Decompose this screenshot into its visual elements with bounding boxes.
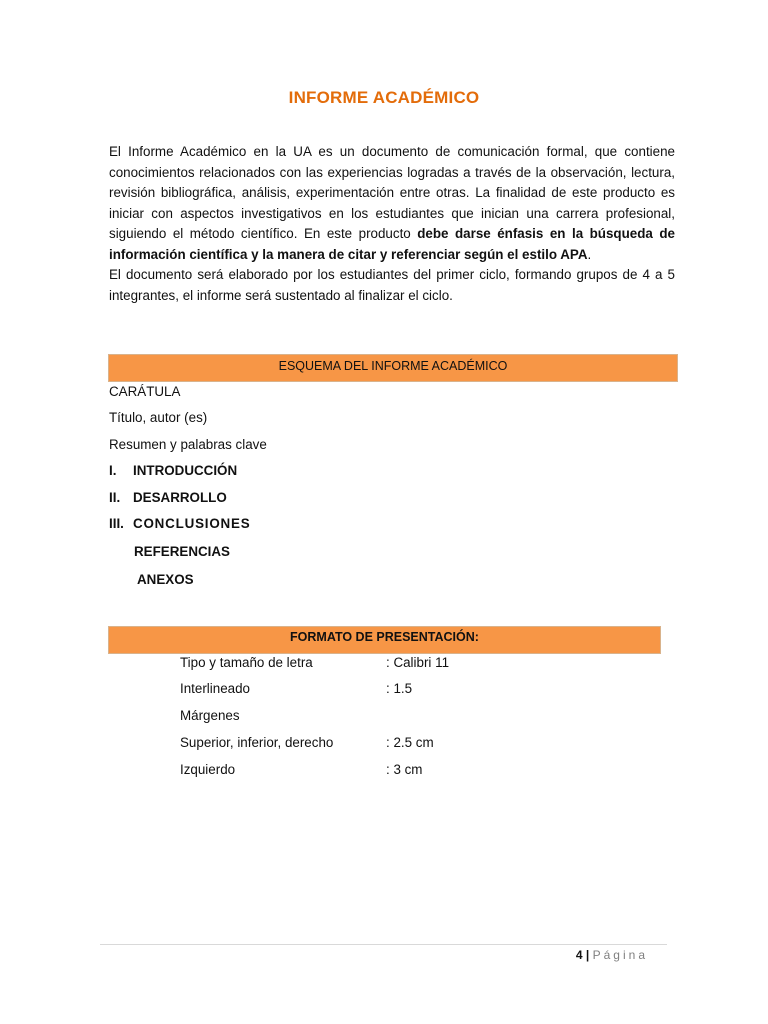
document-title: INFORME ACADÉMICO [288,88,480,107]
formato-header: FORMATO DE PRESENTACIÓN: [108,626,661,654]
intro-text: El Informe Académico en la UA es un documento de comunicación formal, que contiene conocimientos relacionados con las experiencias logradas a través de la observación, lectura, revisión bibliográfica, análisis, experimentación entre otras. La finalidad de este producto es iniciar con aspectos investigativos en los estudiantes que inician una carrera profesional, siguiendo el método científico. En este producto [109,144,675,241]
esquema-header: ESQUEMA DEL INFORME ACADÉMICO [108,354,678,382]
format-value: : 1.5 [386,681,413,696]
item-number: III. [109,516,124,531]
page-word: Página [592,948,648,962]
page-footer [576,948,648,962]
list-item-introduccion [109,463,237,478]
item-label: CONCLUSIONES [133,516,251,531]
intro-second-paragraph: El documento será elaborado por los estudiantes del primer ciclo, formando grupos de 4 a 5 integrantes, el informe será sustentado al finalizar el ciclo. [109,267,675,303]
format-label: Interlineado [180,681,250,696]
format-value: : 2.5 cm [386,735,434,750]
referencias-line: REFERENCIAS [134,544,230,559]
format-label: Izquierdo [180,762,236,777]
caratula-line: CARÁTULA [109,384,181,399]
format-label: Superior, inferior, derecho [180,735,334,750]
format-value: : Calibri 11 [386,655,450,670]
footer-separator: | [585,948,590,962]
list-item-desarrollo [109,490,227,505]
titulo-autor-line: Título, autor (es) [109,410,208,425]
footer-divider [100,944,667,945]
item-label: DESARROLLO [133,490,227,505]
intro-paragraph [109,142,675,306]
item-label: INTRODUCCIÓN [133,463,238,478]
format-label: Márgenes [180,708,240,723]
item-number: I. [109,463,117,478]
list-item-conclusiones [109,516,250,531]
format-label: Tipo y tamaño de letra [180,655,313,670]
anexos-line: ANEXOS [137,572,194,587]
intro-period: . [587,246,592,262]
intro-emphasis: debe darse énfasis en la búsqueda de información científica y la manera de citar y referenciar según el estilo APA [109,226,675,262]
format-value: : 3 cm [386,762,423,777]
item-number: II. [109,490,121,505]
resumen-line: Resumen y palabras clave [109,437,267,452]
page-number: 4 [575,948,583,962]
